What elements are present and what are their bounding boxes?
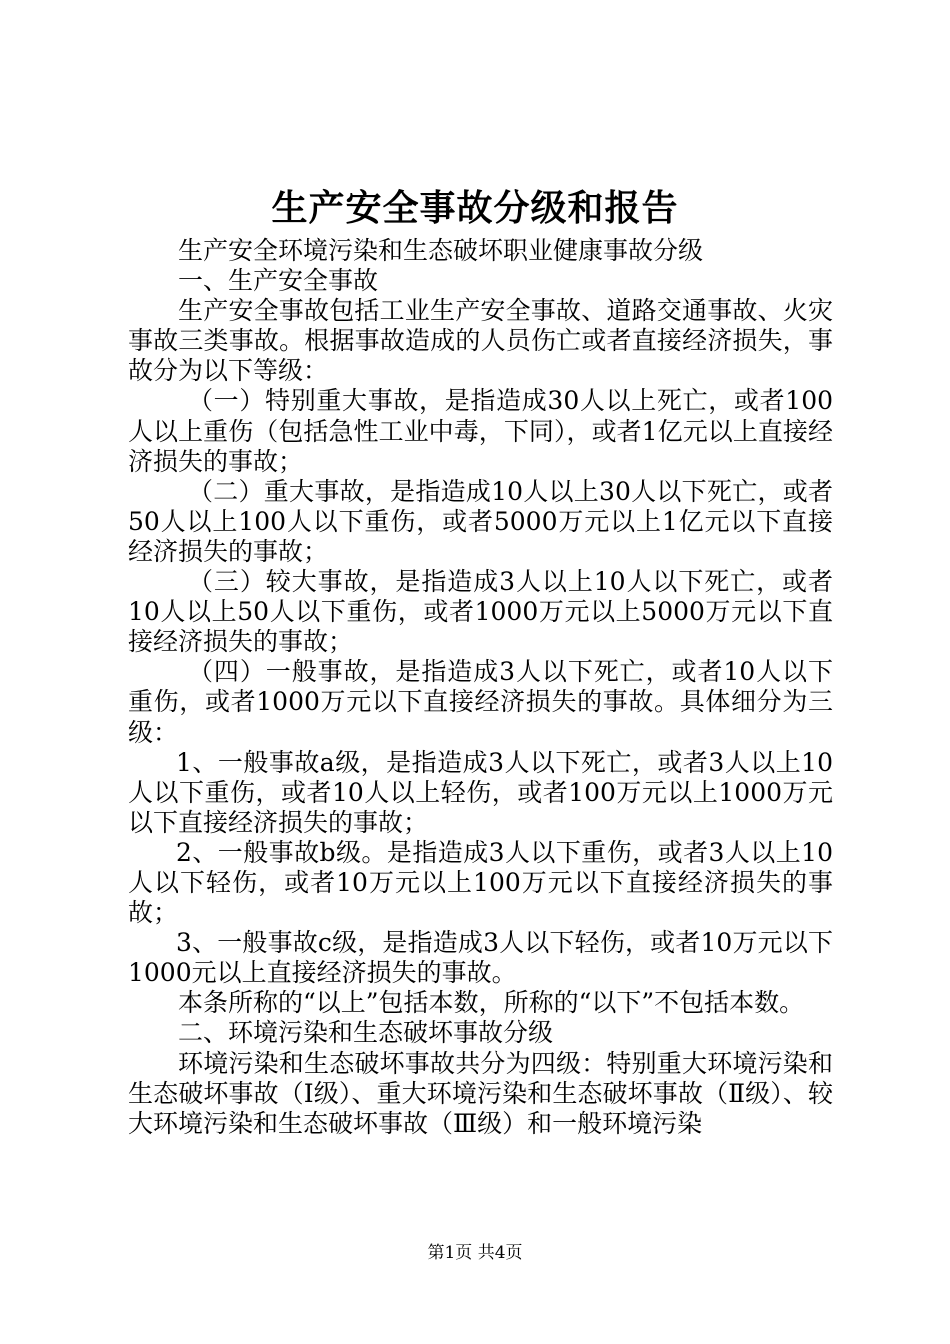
paragraph-level-1: （一）特别重大事故，是指造成30人以上死亡，或者100人以上重伤（包括急性工业中毒，下同），或者1亿元以上直接经济损失的事故； xyxy=(128,386,833,476)
paragraph-sub-b: 2、一般事故b级。是指造成3人以下重伤，或者3人以上10人以下轻伤，或者10万元以上100万元以下直接经济损失的事故； xyxy=(128,837,833,928)
paragraph-sub-a: 1、一般事故a级，是指造成3人以下死亡，或者3人以上10人以下重伤，或者10人以上轻伤，或者100万元以上1000万元以下直接经济损失的事故； xyxy=(128,747,833,837)
document-body xyxy=(128,236,833,1139)
paragraph-note: 本条所称的“以上”包括本数，所称的“以下”不包括本数。 xyxy=(178,988,805,1018)
paragraph-intro: 生产安全事故包括工业生产安全事故、道路交通事故、火灾事故三类事故。根据事故造成的人员伤亡或者直接经济损失，事故分为以下等级： xyxy=(128,296,833,386)
paragraph-env-levels: 环境污染和生态破坏事故共分为四级：特别重大环境污染和生态破坏事故（Ⅰ级）、重大环境污染和生态破坏事故（Ⅱ级）、较大环境污染和生态破坏事故（Ⅲ级）和一般环境污染 xyxy=(128,1048,833,1138)
paragraph-level-4: （四）一般事故，是指造成3人以下死亡，或者10人以下重伤，或者1000万元以下直接经济损失的事故。具体细分为三级： xyxy=(128,657,833,747)
paragraph-level-2: （二）重大事故，是指造成10人以上30人以下死亡，或者50人以上100人以下重伤，或者5000万元以上1亿元以下直接经济损失的事故； xyxy=(128,476,833,566)
section-heading-2: 二、环境污染和生态破坏事故分级 xyxy=(178,1018,554,1048)
paragraph-sub-c: 3、一般事故c级，是指造成3人以下轻伤，或者10万元以下1000元以上直接经济损失的事故。 xyxy=(128,928,833,988)
section-heading-1: 一、生产安全事故 xyxy=(178,266,379,296)
page-number: 第1页 共4页 xyxy=(427,1243,523,1263)
document-title: 生产安全事故分级和报告 xyxy=(271,187,679,229)
paragraph-subtitle: 生产安全环境污染和生态破坏职业健康事故分级 xyxy=(178,236,704,265)
paragraph-level-3: （三）较大事故，是指造成3人以上10人以下死亡，或者10人以上50人以下重伤，或者1000万元以上5000万元以下直接经济损失的事故； xyxy=(128,567,833,657)
